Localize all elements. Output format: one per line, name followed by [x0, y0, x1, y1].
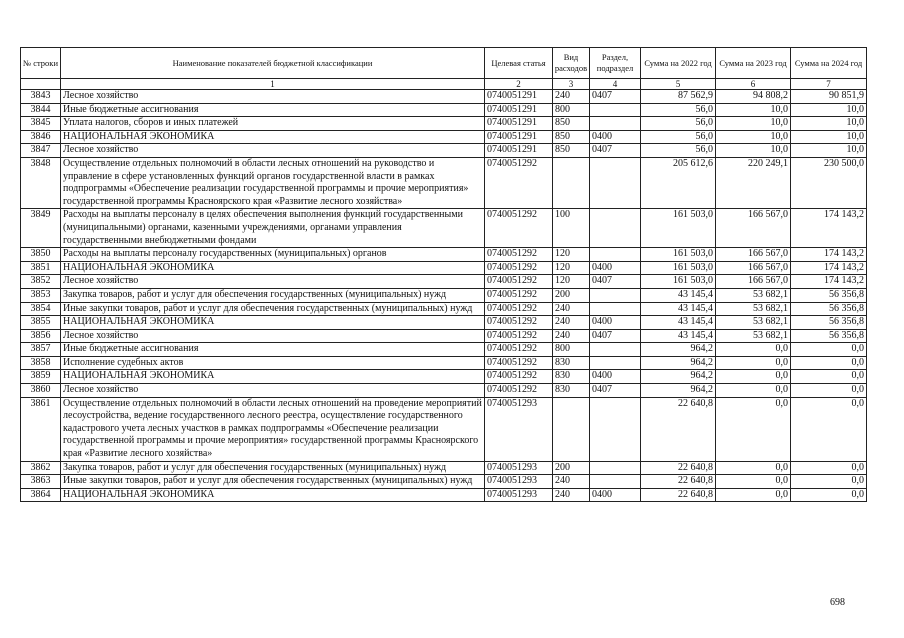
sum-2023: 53 682,1: [716, 316, 791, 330]
sum-2023: 10,0: [716, 144, 791, 158]
target-article: 0740051292: [485, 384, 553, 398]
table-row: [21, 461, 867, 475]
expense-type: 800: [553, 343, 590, 357]
sum-2022: 56,0: [641, 117, 716, 131]
section-code: [590, 356, 641, 370]
target-article: 0740051292: [485, 288, 553, 302]
table-row: [21, 248, 867, 262]
sum-2024: 0,0: [791, 384, 867, 398]
sum-2022: 964,2: [641, 343, 716, 357]
expense-type: [553, 157, 590, 208]
column-index: 6: [716, 79, 791, 90]
sum-2024: 0,0: [791, 475, 867, 489]
sum-2022: 22 640,8: [641, 397, 716, 461]
sum-2023: 0,0: [716, 488, 791, 502]
sum-2022: 205 612,6: [641, 157, 716, 208]
section-code: 0407: [590, 329, 641, 343]
expense-type: 200: [553, 461, 590, 475]
column-index: 5: [641, 79, 716, 90]
indicator-name: Лесное хозяйство: [61, 90, 485, 104]
indicator-name: Закупка товаров, работ и услуг для обеспечения государственных (муниципальных) нужд: [61, 288, 485, 302]
table-row: [21, 329, 867, 343]
target-article: 0740051292: [485, 275, 553, 289]
sum-2024: 10,0: [791, 103, 867, 117]
sum-2024: 90 851,9: [791, 90, 867, 104]
sum-2024: 174 143,2: [791, 261, 867, 275]
expense-type: 850: [553, 130, 590, 144]
sum-2022: 43 145,4: [641, 288, 716, 302]
indicator-name: Осуществление отдельных полномочий в области лесных отношений на руководство и управление в сфере установленных функций органов государственной власти в рамках подпрограммы «Обеспечение реализации государственной программы и прочие мероприятия» государственной программы Красноярского края «Развитие лесного хозяйства»: [61, 157, 485, 208]
sum-2023: 166 567,0: [716, 209, 791, 248]
sum-2022: 161 503,0: [641, 275, 716, 289]
header-row-no: № строки: [21, 48, 61, 79]
sum-2024: 0,0: [791, 370, 867, 384]
table-row: [21, 130, 867, 144]
sum-2024: 174 143,2: [791, 209, 867, 248]
header-expense-type: Вид расходов: [553, 48, 590, 79]
expense-type: 800: [553, 103, 590, 117]
target-article: 0740051292: [485, 302, 553, 316]
indicator-name: Иные закупки товаров, работ и услуг для обеспечения государственных (муниципальных) нужд: [61, 475, 485, 489]
row-number: 3859: [21, 370, 61, 384]
sum-2023: 220 249,1: [716, 157, 791, 208]
budget-table: [20, 47, 867, 502]
row-number: 3846: [21, 130, 61, 144]
target-article: 0740051292: [485, 157, 553, 208]
sum-2024: 10,0: [791, 144, 867, 158]
sum-2022: 43 145,4: [641, 329, 716, 343]
expense-type: 240: [553, 329, 590, 343]
section-code: [590, 117, 641, 131]
row-number: 3862: [21, 461, 61, 475]
section-code: 0400: [590, 316, 641, 330]
section-code: 0400: [590, 261, 641, 275]
table-row: [21, 90, 867, 104]
section-code: [590, 397, 641, 461]
row-number: 3844: [21, 103, 61, 117]
target-article: 0740051292: [485, 370, 553, 384]
indicator-name: Лесное хозяйство: [61, 329, 485, 343]
sum-2022: 964,2: [641, 370, 716, 384]
section-code: 0400: [590, 130, 641, 144]
sum-2024: 174 143,2: [791, 275, 867, 289]
header-name: Наименование показателей бюджетной классификации: [61, 48, 485, 79]
sum-2022: 161 503,0: [641, 209, 716, 248]
sum-2024: 10,0: [791, 130, 867, 144]
section-code: 0407: [590, 144, 641, 158]
row-number: 3847: [21, 144, 61, 158]
section-code: [590, 343, 641, 357]
sum-2023: 0,0: [716, 461, 791, 475]
sum-2023: 0,0: [716, 475, 791, 489]
target-article: 0740051291: [485, 117, 553, 131]
indicator-name: НАЦИОНАЛЬНАЯ ЭКОНОМИКА: [61, 130, 485, 144]
table-header-row: [21, 48, 867, 79]
sum-2023: 0,0: [716, 343, 791, 357]
table-row: [21, 370, 867, 384]
target-article: 0740051292: [485, 248, 553, 262]
sum-2024: 56 356,8: [791, 316, 867, 330]
column-index: 1: [61, 79, 485, 90]
sum-2023: 166 567,0: [716, 275, 791, 289]
sum-2024: 174 143,2: [791, 248, 867, 262]
expense-type: 830: [553, 356, 590, 370]
target-article: 0740051292: [485, 261, 553, 275]
table-row: [21, 316, 867, 330]
section-code: [590, 248, 641, 262]
section-code: [590, 209, 641, 248]
sum-2022: 56,0: [641, 130, 716, 144]
section-code: [590, 302, 641, 316]
sum-2024: 230 500,0: [791, 157, 867, 208]
section-code: 0400: [590, 370, 641, 384]
table-row: [21, 384, 867, 398]
row-number: 3858: [21, 356, 61, 370]
target-article: 0740051292: [485, 209, 553, 248]
row-number: 3850: [21, 248, 61, 262]
expense-type: 850: [553, 144, 590, 158]
row-number: 3855: [21, 316, 61, 330]
sum-2022: 56,0: [641, 144, 716, 158]
sum-2022: 22 640,8: [641, 461, 716, 475]
sum-2024: 10,0: [791, 117, 867, 131]
table-row: [21, 488, 867, 502]
sum-2024: 0,0: [791, 488, 867, 502]
expense-type: 120: [553, 248, 590, 262]
column-index: 2: [485, 79, 553, 90]
sum-2024: 56 356,8: [791, 302, 867, 316]
sum-2022: 22 640,8: [641, 475, 716, 489]
table-row: [21, 261, 867, 275]
sum-2023: 10,0: [716, 130, 791, 144]
sum-2024: 0,0: [791, 343, 867, 357]
sum-2023: 94 808,2: [716, 90, 791, 104]
indicator-name: Расходы на выплаты персоналу государственных (муниципальных) органов: [61, 248, 485, 262]
sum-2023: 10,0: [716, 117, 791, 131]
sum-2024: 0,0: [791, 461, 867, 475]
sum-2022: 43 145,4: [641, 302, 716, 316]
indicator-name: Лесное хозяйство: [61, 275, 485, 289]
sum-2023: 53 682,1: [716, 329, 791, 343]
table-row: [21, 209, 867, 248]
column-index: 3: [553, 79, 590, 90]
sum-2023: 0,0: [716, 384, 791, 398]
target-article: 0740051293: [485, 397, 553, 461]
row-number: 3852: [21, 275, 61, 289]
header-sum-2024: Сумма на 2024 год: [791, 48, 867, 79]
indicator-name: Иные закупки товаров, работ и услуг для обеспечения государственных (муниципальных) нужд: [61, 302, 485, 316]
section-code: [590, 288, 641, 302]
expense-type: 240: [553, 90, 590, 104]
table-row: [21, 475, 867, 489]
sum-2023: 53 682,1: [716, 288, 791, 302]
target-article: 0740051292: [485, 343, 553, 357]
expense-type: 830: [553, 370, 590, 384]
target-article: 0740051291: [485, 130, 553, 144]
sum-2023: 10,0: [716, 103, 791, 117]
indicator-name: НАЦИОНАЛЬНАЯ ЭКОНОМИКА: [61, 370, 485, 384]
expense-type: 240: [553, 316, 590, 330]
row-number: 3851: [21, 261, 61, 275]
indicator-name: Закупка товаров, работ и услуг для обеспечения государственных (муниципальных) нужд: [61, 461, 485, 475]
target-article: 0740051291: [485, 144, 553, 158]
section-code: 0407: [590, 384, 641, 398]
target-article: 0740051292: [485, 329, 553, 343]
row-number: 3860: [21, 384, 61, 398]
section-code: [590, 103, 641, 117]
column-index-row: [21, 79, 867, 90]
row-number: 3845: [21, 117, 61, 131]
sum-2023: 166 567,0: [716, 248, 791, 262]
indicator-name: Исполнение судебных актов: [61, 356, 485, 370]
sum-2022: 87 562,9: [641, 90, 716, 104]
target-article: 0740051291: [485, 103, 553, 117]
row-number: 3854: [21, 302, 61, 316]
row-number: 3857: [21, 343, 61, 357]
sum-2022: 22 640,8: [641, 488, 716, 502]
sum-2024: 56 356,8: [791, 329, 867, 343]
sum-2022: 56,0: [641, 103, 716, 117]
table-row: [21, 356, 867, 370]
table-row: [21, 103, 867, 117]
sum-2022: 964,2: [641, 384, 716, 398]
header-sum-2023: Сумма на 2023 год: [716, 48, 791, 79]
sum-2024: 0,0: [791, 356, 867, 370]
row-number: 3856: [21, 329, 61, 343]
expense-type: 100: [553, 209, 590, 248]
indicator-name: Иные бюджетные ассигнования: [61, 103, 485, 117]
target-article: 0740051291: [485, 90, 553, 104]
sum-2024: 56 356,8: [791, 288, 867, 302]
indicator-name: Лесное хозяйство: [61, 144, 485, 158]
document-page: [20, 47, 866, 502]
section-code: 0407: [590, 90, 641, 104]
sum-2023: 0,0: [716, 397, 791, 461]
sum-2023: 166 567,0: [716, 261, 791, 275]
expense-type: 120: [553, 275, 590, 289]
section-code: [590, 475, 641, 489]
indicator-name: Иные бюджетные ассигнования: [61, 343, 485, 357]
page-number: 698: [830, 597, 845, 608]
target-article: 0740051292: [485, 356, 553, 370]
row-number: 3861: [21, 397, 61, 461]
expense-type: 830: [553, 384, 590, 398]
row-number: 3853: [21, 288, 61, 302]
table-body: [21, 90, 867, 502]
table-row: [21, 275, 867, 289]
sum-2022: 161 503,0: [641, 248, 716, 262]
sum-2022: 43 145,4: [641, 316, 716, 330]
sum-2022: 964,2: [641, 356, 716, 370]
sum-2022: 161 503,0: [641, 261, 716, 275]
section-code: 0407: [590, 275, 641, 289]
row-number: 3863: [21, 475, 61, 489]
header-section: Раздел, подраздел: [590, 48, 641, 79]
table-row: [21, 157, 867, 208]
indicator-name: НАЦИОНАЛЬНАЯ ЭКОНОМИКА: [61, 488, 485, 502]
indicator-name: Уплата налогов, сборов и иных платежей: [61, 117, 485, 131]
row-number: 3848: [21, 157, 61, 208]
table-row: [21, 343, 867, 357]
table-row: [21, 288, 867, 302]
indicator-name: Расходы на выплаты персоналу в целях обеспечения выполнения функций государственными (муниципальными) органами, казенными учреждениями, органами управления государственными внебюджетными фондами: [61, 209, 485, 248]
expense-type: 850: [553, 117, 590, 131]
indicator-name: НАЦИОНАЛЬНАЯ ЭКОНОМИКА: [61, 316, 485, 330]
sum-2023: 53 682,1: [716, 302, 791, 316]
expense-type: 200: [553, 288, 590, 302]
row-number: 3864: [21, 488, 61, 502]
indicator-name: НАЦИОНАЛЬНАЯ ЭКОНОМИКА: [61, 261, 485, 275]
target-article: 0740051293: [485, 488, 553, 502]
table-row: [21, 397, 867, 461]
expense-type: [553, 397, 590, 461]
row-number: 3843: [21, 90, 61, 104]
header-sum-2022: Сумма на 2022 год: [641, 48, 716, 79]
header-target: Целевая статья: [485, 48, 553, 79]
section-code: 0400: [590, 488, 641, 502]
section-code: [590, 157, 641, 208]
indicator-name: Осуществление отдельных полномочий в области лесных отношений на проведение мероприятий лесоустройства, ведение государственного лесного реестра, осуществление государственного кадастрового учета лесных участков в рамках подпрограммы «Обеспечение реализации государственной программы и прочие мероприятия» государственной программы Красноярского края «Развитие лесного хозяйства»: [61, 397, 485, 461]
sum-2024: 0,0: [791, 397, 867, 461]
sum-2023: 0,0: [716, 356, 791, 370]
target-article: 0740051293: [485, 461, 553, 475]
target-article: 0740051292: [485, 316, 553, 330]
expense-type: 240: [553, 475, 590, 489]
table-row: [21, 144, 867, 158]
sum-2023: 0,0: [716, 370, 791, 384]
expense-type: 120: [553, 261, 590, 275]
table-row: [21, 302, 867, 316]
column-index: [21, 79, 61, 90]
section-code: [590, 461, 641, 475]
table-row: [21, 117, 867, 131]
target-article: 0740051293: [485, 475, 553, 489]
indicator-name: Лесное хозяйство: [61, 384, 485, 398]
expense-type: 240: [553, 488, 590, 502]
column-index: 4: [590, 79, 641, 90]
row-number: 3849: [21, 209, 61, 248]
expense-type: 240: [553, 302, 590, 316]
column-index: 7: [791, 79, 867, 90]
